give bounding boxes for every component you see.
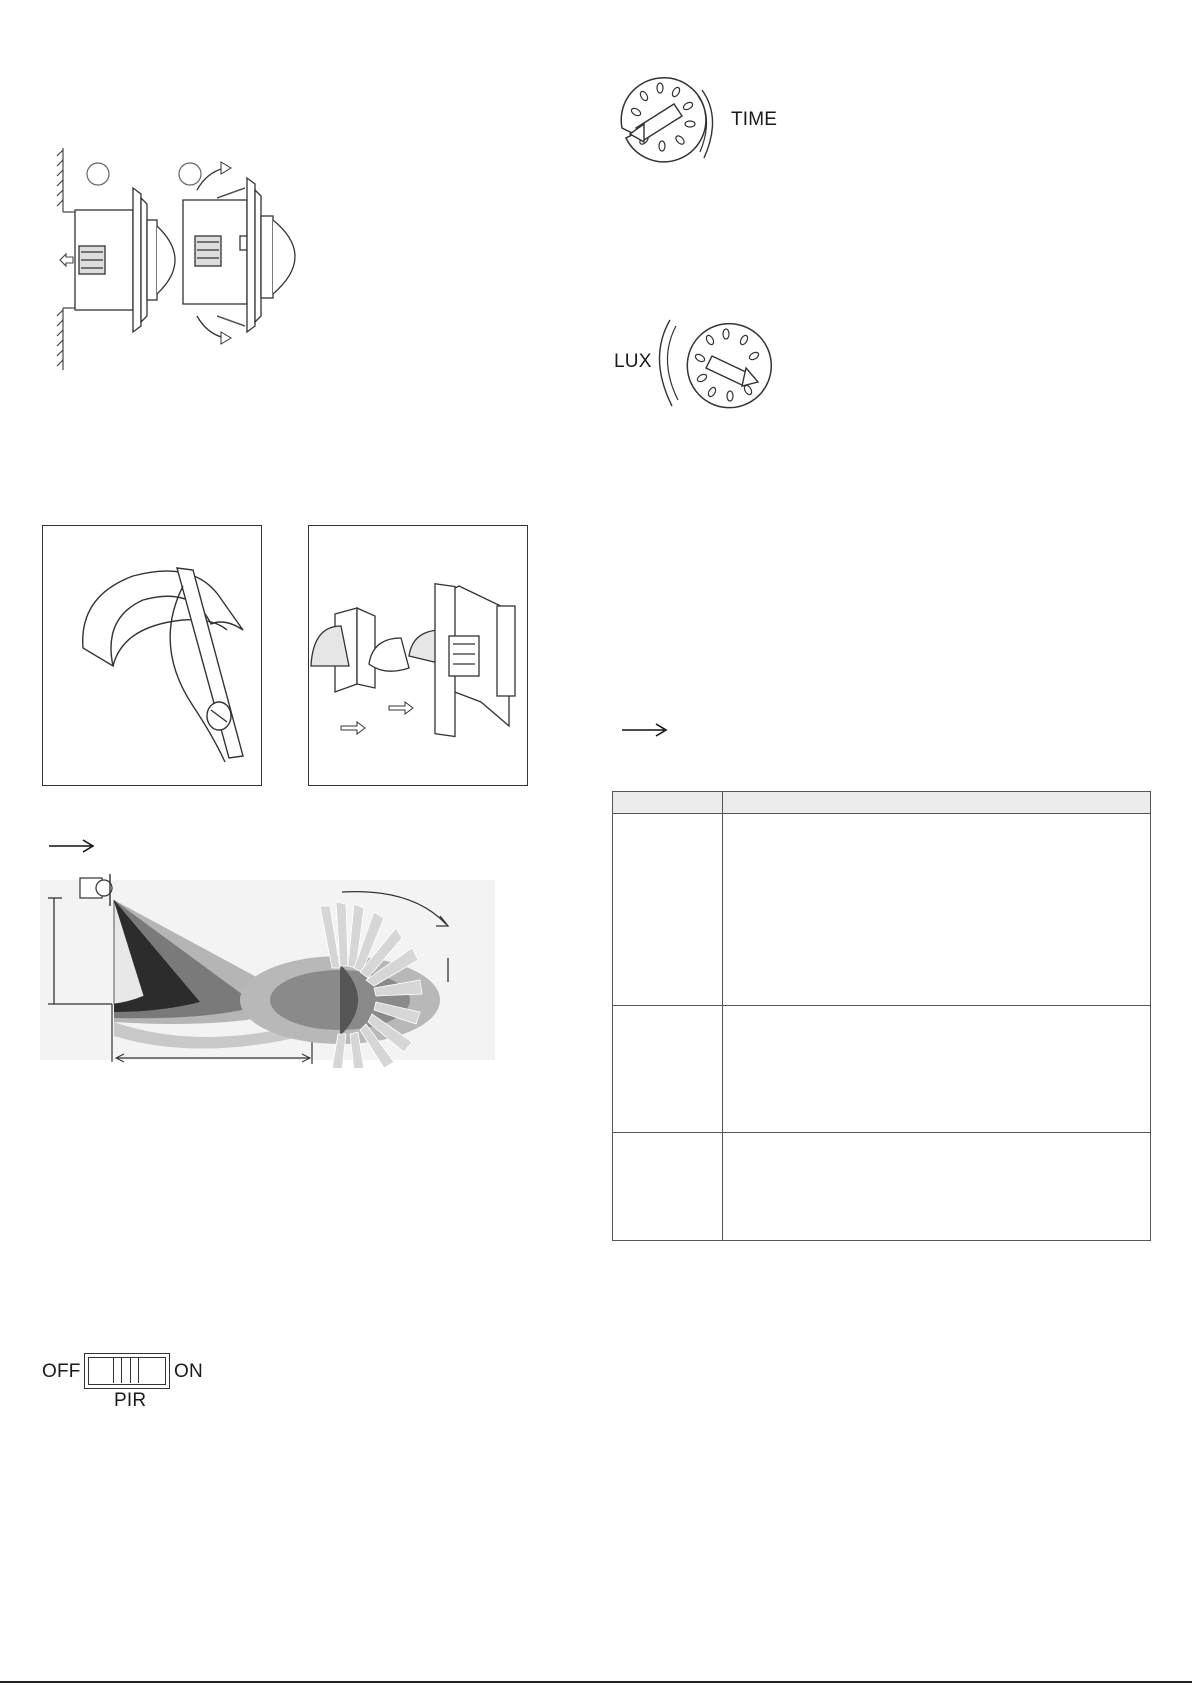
page-bottom-rule xyxy=(0,1681,1192,1683)
arrow-right-icon xyxy=(47,836,97,856)
lens-assembly-figure xyxy=(308,525,528,786)
table-header-row xyxy=(613,792,1151,814)
time-dial[interactable] xyxy=(614,72,794,168)
table-cell xyxy=(723,1133,1151,1241)
detection-range-figure xyxy=(40,872,495,1068)
table-header-cell xyxy=(723,792,1151,814)
table-header-cell xyxy=(613,792,723,814)
pir-on-label: ON xyxy=(174,1361,203,1382)
pir-name-label: PIR xyxy=(114,1390,147,1411)
lens-cut-figure xyxy=(42,525,262,786)
time-dial-label: TIME xyxy=(731,109,778,130)
table-cell xyxy=(613,814,723,1006)
pir-switch-knob xyxy=(113,1357,139,1383)
table-row xyxy=(613,1006,1151,1133)
table-row xyxy=(613,1133,1151,1241)
table-cell xyxy=(723,1006,1151,1133)
table-cell xyxy=(613,1133,723,1241)
table-cell xyxy=(723,814,1151,1006)
table-cell xyxy=(613,1006,723,1133)
table-row xyxy=(613,814,1151,1006)
arrow-right-icon xyxy=(620,720,670,740)
pir-off-label: OFF xyxy=(42,1361,81,1382)
pir-switch-slider[interactable] xyxy=(84,1353,170,1389)
lux-dial[interactable] xyxy=(614,318,794,418)
installation-figure xyxy=(55,148,345,378)
spec-table xyxy=(612,791,1151,1241)
lux-dial-label: LUX xyxy=(614,351,652,372)
pir-switch[interactable] xyxy=(42,1352,212,1412)
